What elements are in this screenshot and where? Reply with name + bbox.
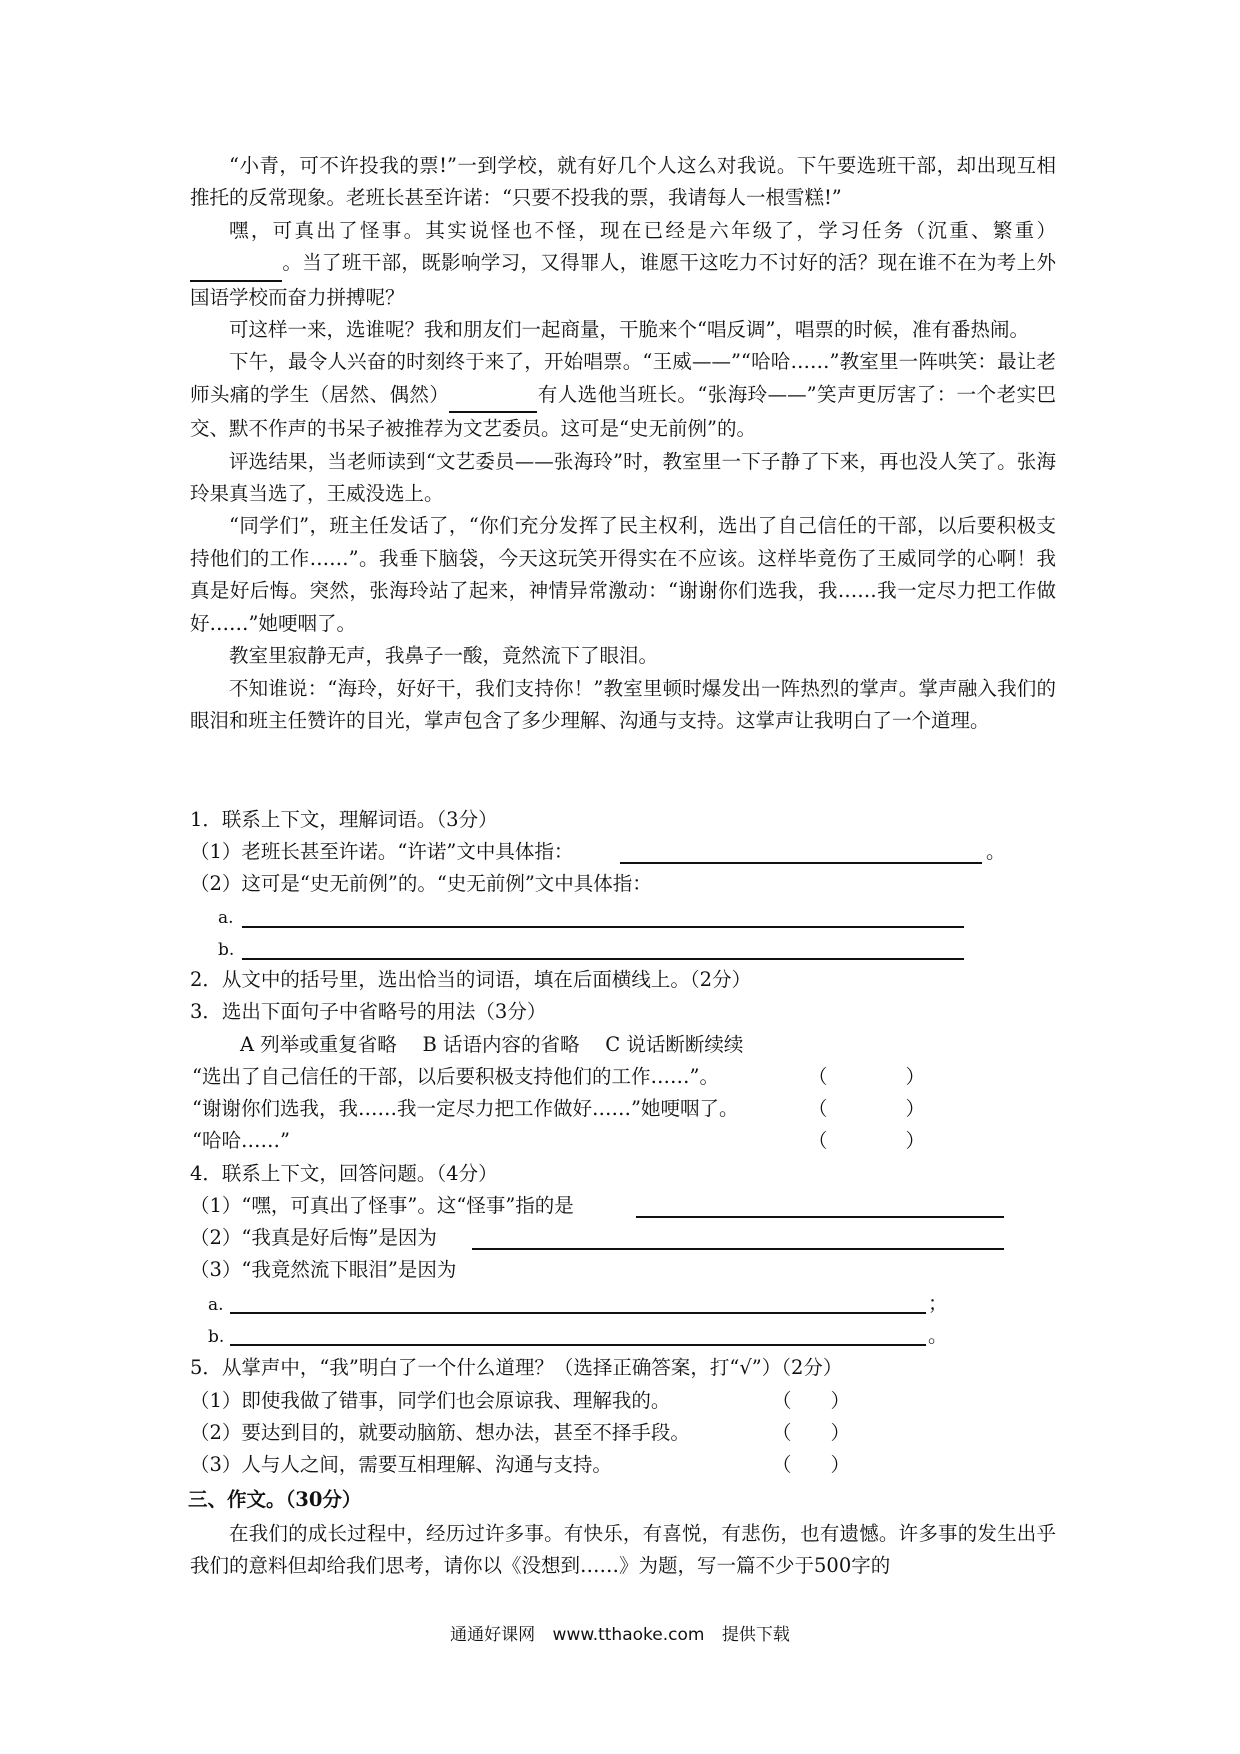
passage-paragraph-4-part-1: 下午，最令人兴奋的时刻终于来了，开始唱票。“王威——”“哈哈……”教室里一阵哄笑：最让老师头痛的学生（居然、偶然）	[190, 350, 1056, 406]
answer-label-a: a.	[218, 908, 234, 928]
essay-prompt: 在我们的成长过程中，经历过许多事。有快乐，有喜悦，有悲伤，也有遗憾。许多事的发生出乎我们的意料但却给我们思考，请你以《没想到……》为题，写一篇不少于500字的	[190, 1522, 1056, 1578]
passage-paragraph-2-part-2: 。当了班干部，既影响学习，又得罪人，谁愿干这吃力不讨好的活？现在谁不在为考上外国语学校而奋力拼搏呢？	[190, 251, 1056, 309]
answer-paren-5-3[interactable]: （ ）	[772, 1453, 851, 1476]
question-3-options: A 列举或重复省略 B 话语内容的省略 C 说话断断续续	[240, 1033, 744, 1056]
answer-line-4-3-a[interactable]	[230, 1312, 926, 1314]
passage-paragraph-5: 评选结果，当老师读到“文艺委员——张海玲”时，教室里一下子静了下来，再也没人笑了。张海玲果真当选了，王威没选上。	[190, 449, 1056, 506]
passage-paragraph-7: 教室里寂静无声，我鼻子一酸，竟然流下了眼泪。	[229, 644, 659, 668]
answer-line-1-2-b[interactable]	[242, 958, 964, 960]
answer-label-4-3-a: a.	[208, 1295, 224, 1315]
footer-url[interactable]: www.tthaoke.com	[552, 1625, 705, 1645]
question-1-1: （1）老班长甚至许诺。“许诺”文中具体指：	[190, 840, 574, 863]
question-3-sentence-2: “谢谢你们选我，我……我一定尽力把工作做好……”她哽咽了。	[192, 1097, 739, 1120]
answer-paren-3-2[interactable]: （ ）	[808, 1097, 926, 1120]
fill-blank-1[interactable]	[190, 247, 282, 281]
answer-paren-5-1[interactable]: （ ）	[772, 1389, 851, 1412]
question-3-sentence-3: “哈哈……”	[192, 1129, 290, 1152]
answer-paren-3-3[interactable]: （ ）	[808, 1129, 926, 1152]
question-1-1-end: 。	[986, 840, 1006, 863]
answer-label-b: b.	[218, 940, 235, 960]
passage-paragraph-4	[190, 346, 1056, 445]
answer-line-4-2[interactable]	[472, 1248, 1004, 1250]
question-1-2: （2）这可是“史无前例”的。“史无前例”文中具体指：	[190, 872, 652, 895]
question-4-2: （2）“我真是好后悔”是因为	[190, 1226, 437, 1249]
question-4-3: （3）“我竟然流下眼泪”是因为	[190, 1258, 457, 1281]
footer-site-name: 通通好课网	[450, 1625, 536, 1645]
page-footer	[0, 1623, 1240, 1647]
passage-paragraph-3: 可这样一来，选谁呢？我和朋友们一起商量，干脆来个“唱反调”，唱票的时候，准有番热闹。	[229, 318, 1029, 342]
answer-line-4-3-a-end: ；	[928, 1292, 948, 1315]
question-5-option-2: （2）要达到目的，就要动脑筋、想办法，甚至不择手段。	[190, 1421, 690, 1444]
answer-line-4-3-b-end: 。	[928, 1324, 948, 1347]
question-5-option-1: （1）即使我做了错事，同学们也会原谅我、理解我的。	[190, 1389, 671, 1412]
passage-paragraph-1: “小青，可不许投我的票!”一到学校，就有好几个人这么对我说。下午要选班干部，却出现互相推托的反常现象。老班长甚至许诺：“只要不投我的票，我请每人一根雪糕!”	[190, 154, 1056, 210]
answer-line-4-3-b[interactable]	[230, 1344, 926, 1346]
passage-paragraph-6: “同学们”，班主任发话了，“你们充分发挥了民主权利，选出了自己信任的干部，以后要积极支持他们的工作……”。我垂下脑袋，今天这玩笑开得实在不应该。这样毕竟伤了王威同学的心啊！我真是好后悔。突然，张海玲站了起来，神情异常激动：“谢谢你们选我，我……我一定尽力把工作做好……”她哽咽了。	[190, 514, 1056, 635]
answer-label-4-3-b: b.	[208, 1327, 225, 1347]
question-2-title: 2．从文中的括号里，选出恰当的词语，填在后面横线上。（2分）	[190, 968, 752, 991]
question-5-option-3: （3）人与人之间，需要互相理解、沟通与支持。	[190, 1453, 612, 1476]
question-1-title: 1．联系上下文，理解词语。（3分）	[190, 808, 498, 831]
essay-section-title: 三、作文。（30分）	[188, 1488, 362, 1511]
passage-paragraph-2-part-1: 嘿，可真出了怪事。其实说怪也不怪，现在已经是六年级了，学习任务（沉重、繁重）	[229, 218, 1056, 242]
answer-line-1-2-a[interactable]	[242, 926, 964, 928]
answer-line-1-1[interactable]	[620, 862, 982, 864]
passage-paragraph-4-part-2: 有人选他当班长。“张海玲——”笑声更厉害了：一个老实巴交、默不作声的书呆子被推荐为文艺委员。这可是“史无前例”的。	[190, 382, 1056, 441]
question-4-title: 4．联系上下文，回答问题。（4分）	[190, 1162, 498, 1185]
question-4-1: （1）“嘿，可真出了怪事”。这“怪事”指的是	[190, 1194, 574, 1217]
fill-blank-2[interactable]	[449, 379, 537, 413]
question-5-title: 5．从掌声中，“我”明白了一个什么道理？（选择正确答案，打“√”）（2分）	[190, 1356, 843, 1379]
reading-passage	[190, 150, 1056, 737]
answer-line-4-1[interactable]	[636, 1216, 1004, 1218]
question-3-title: 3．选出下面句子中省略号的用法（3分）	[190, 1000, 547, 1023]
answer-paren-5-2[interactable]: （ ）	[772, 1421, 851, 1444]
question-3-sentence-1: “选出了自己信任的干部，以后要积极支持他们的工作……”。	[192, 1065, 719, 1088]
passage-paragraph-8: 不知谁说：“海玲，好好干，我们支持你！”教室里顿时爆发出一阵热烈的掌声。掌声融入我们的眼泪和班主任赞许的目光，掌声包含了多少理解、沟通与支持。这掌声让我明白了一个道理。	[190, 676, 1056, 732]
essay-prompt-block	[190, 1518, 1056, 1583]
answer-paren-3-1[interactable]: （ ）	[808, 1065, 926, 1088]
passage-paragraph-2	[190, 215, 1056, 314]
footer-suffix: 提供下载	[721, 1625, 790, 1645]
